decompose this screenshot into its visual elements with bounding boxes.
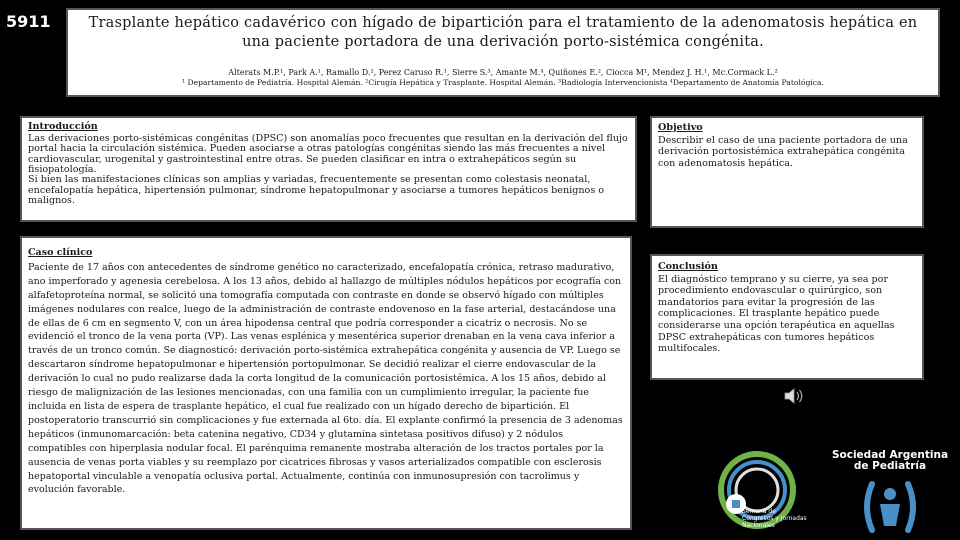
speaker-icon[interactable] <box>782 386 806 406</box>
introduccion-paragraph-1: Las derivaciones porto-sistémicas congénitas (DPSC) son anomalías poco frecuentes que resultan en la derivación del flujo portal hacia la circulación sistémica. Pueden asociarse a otras patologías congénitas siendo las más frecuentes a nivel cardiovascular, urogenital y gastrointestinal entre otras. Se pueden clasificar en intra o extrahepáticos según su fisiopatología. <box>28 132 628 176</box>
introduccion-box <box>20 116 637 222</box>
conclusion-text: El diagnóstico temprano y su cierre, ya sea por procedimiento endovascular o quirúrgico, son mandatorios para evitar la progresión de las complicaciones. El trasplante hepático puede considerarse una opción terapéutica en aquellas DPSC extrahepáticas con tumores hepáticos multifocales. <box>658 273 895 355</box>
caso-clinico-heading: Caso clínico <box>28 247 93 258</box>
caso-clinico-text: Paciente de 17 años con antecedentes de síndrome genético no caracterizado, encefalopatía crónica, retraso madurativo, ano imperforado y agenesia cerebelosa. A los 13 años, debido al hallazgo de múltiples nódulos hepáticos por ecografía con alfafetoproteína normal, se solicitó una tomografía computada con contraste en donde se observó hígado con múltiples imágenes nodulares con realce, luego de la administración de contraste endovenoso en la fase arterial, destacándose una de ellas de 6 cm en segmento V, con un área hipodensa central que podría corresponder a cicatriz o necrosis. No se evidenció el tronco de la vena porta (VP). Las venas esplénica y mesentérica superior drenaban en la vena cava inferior a través de un tronco común. Se diagnosticó: derivación porto-sistémica extrahepática congénita y ausencia de VP. Luego se descartaron síndrome hepatopulmonar e hipertensión portopulmonar. Se decidió realizar el cierre endovascular de la derivación lo cual no pudo realizarse dada la corta longitud de la comunicación portosistémica. A los 15 años, debido al riesgo de malignización de las lesiones mencionadas, con una familia con un cumplimiento irregular, la paciente fue incluida en lista de espera de trasplante hepático, el cual fue realizado con un hígado derecho de bipartición. El postoperatorio transcurrió sin complicaciones y fue externada al 6to. día. El explante confirmó la presencia de 3 adenomas hepáticos (inmunomarcación: beta catenina negativo, CD34 y glutamina sintetasa positivos difuso) y 2 nódulos compatibles con hiperplasia nodular focal. El parénquima remanente mostraba alteración de los tractos portales por la ausencia de venas porta viables y su reemplazo por cicatrices fibrosas y vasos arterializados compatible con esclerosis hepatoportal vinculable a venopatía oclusiva portal. Actualmente, continúa con inmunosupresión con tacrolimus y evolución favorable. <box>28 261 623 496</box>
header-box <box>66 8 940 97</box>
conclusion-heading: Conclusión <box>658 261 718 272</box>
sap-logo <box>830 450 950 536</box>
poster-title: Trasplante hepático cadavérico con hígado de bipartición para el tratamiento de la adenomatosis hepática en una paciente portadora de una derivación porto-sistémica congénita. <box>88 15 918 50</box>
sap-logo-text: Sociedad Argentina de Pediatría <box>831 449 949 472</box>
semana-logo-text: Semana de Congresos y Jornadas Nacionales <box>742 508 807 529</box>
authors: Alterats M.P.¹, Park A.¹, Ramallo D.², Perez Caruso R.¹, Sierre S.³, Amante M.⁴, Quiñones E.², Ciocca M¹, Mendez J. H.¹, Mc.Cormack L.² <box>228 68 778 77</box>
caso-clinico-box <box>20 236 632 530</box>
introduccion-paragraph-2: Si bien las manifestaciones clínicas son amplias y variadas, frecuentemente se presentan como colestasis neonatal, encefalopatía hepática, hipertensión pulmonar, síndrome hepatopulmonar y asociarse a tumores hepáticos benignos o malignos. <box>28 174 605 207</box>
affiliations: ¹ Departamento de Pediatría. Hospital Alemán. ²Cirugía Hepática y Trasplante. Hospital Alemán. ³Radiología Intervencionista ⁴Departamento de Anatomía Patológica. <box>182 78 824 87</box>
objetivo-box <box>650 116 924 228</box>
objetivo-text: Describir el caso de una paciente portadora de una derivación portosistémica extrahepática congénita con adenomatosis hepática. <box>658 134 908 169</box>
poster-id: 5911 <box>6 12 51 31</box>
introduccion-heading: Introducción <box>28 121 98 132</box>
semana-congresos-logo <box>712 450 810 536</box>
objetivo-heading: Objetivo <box>658 122 703 133</box>
conclusion-box <box>650 254 924 380</box>
